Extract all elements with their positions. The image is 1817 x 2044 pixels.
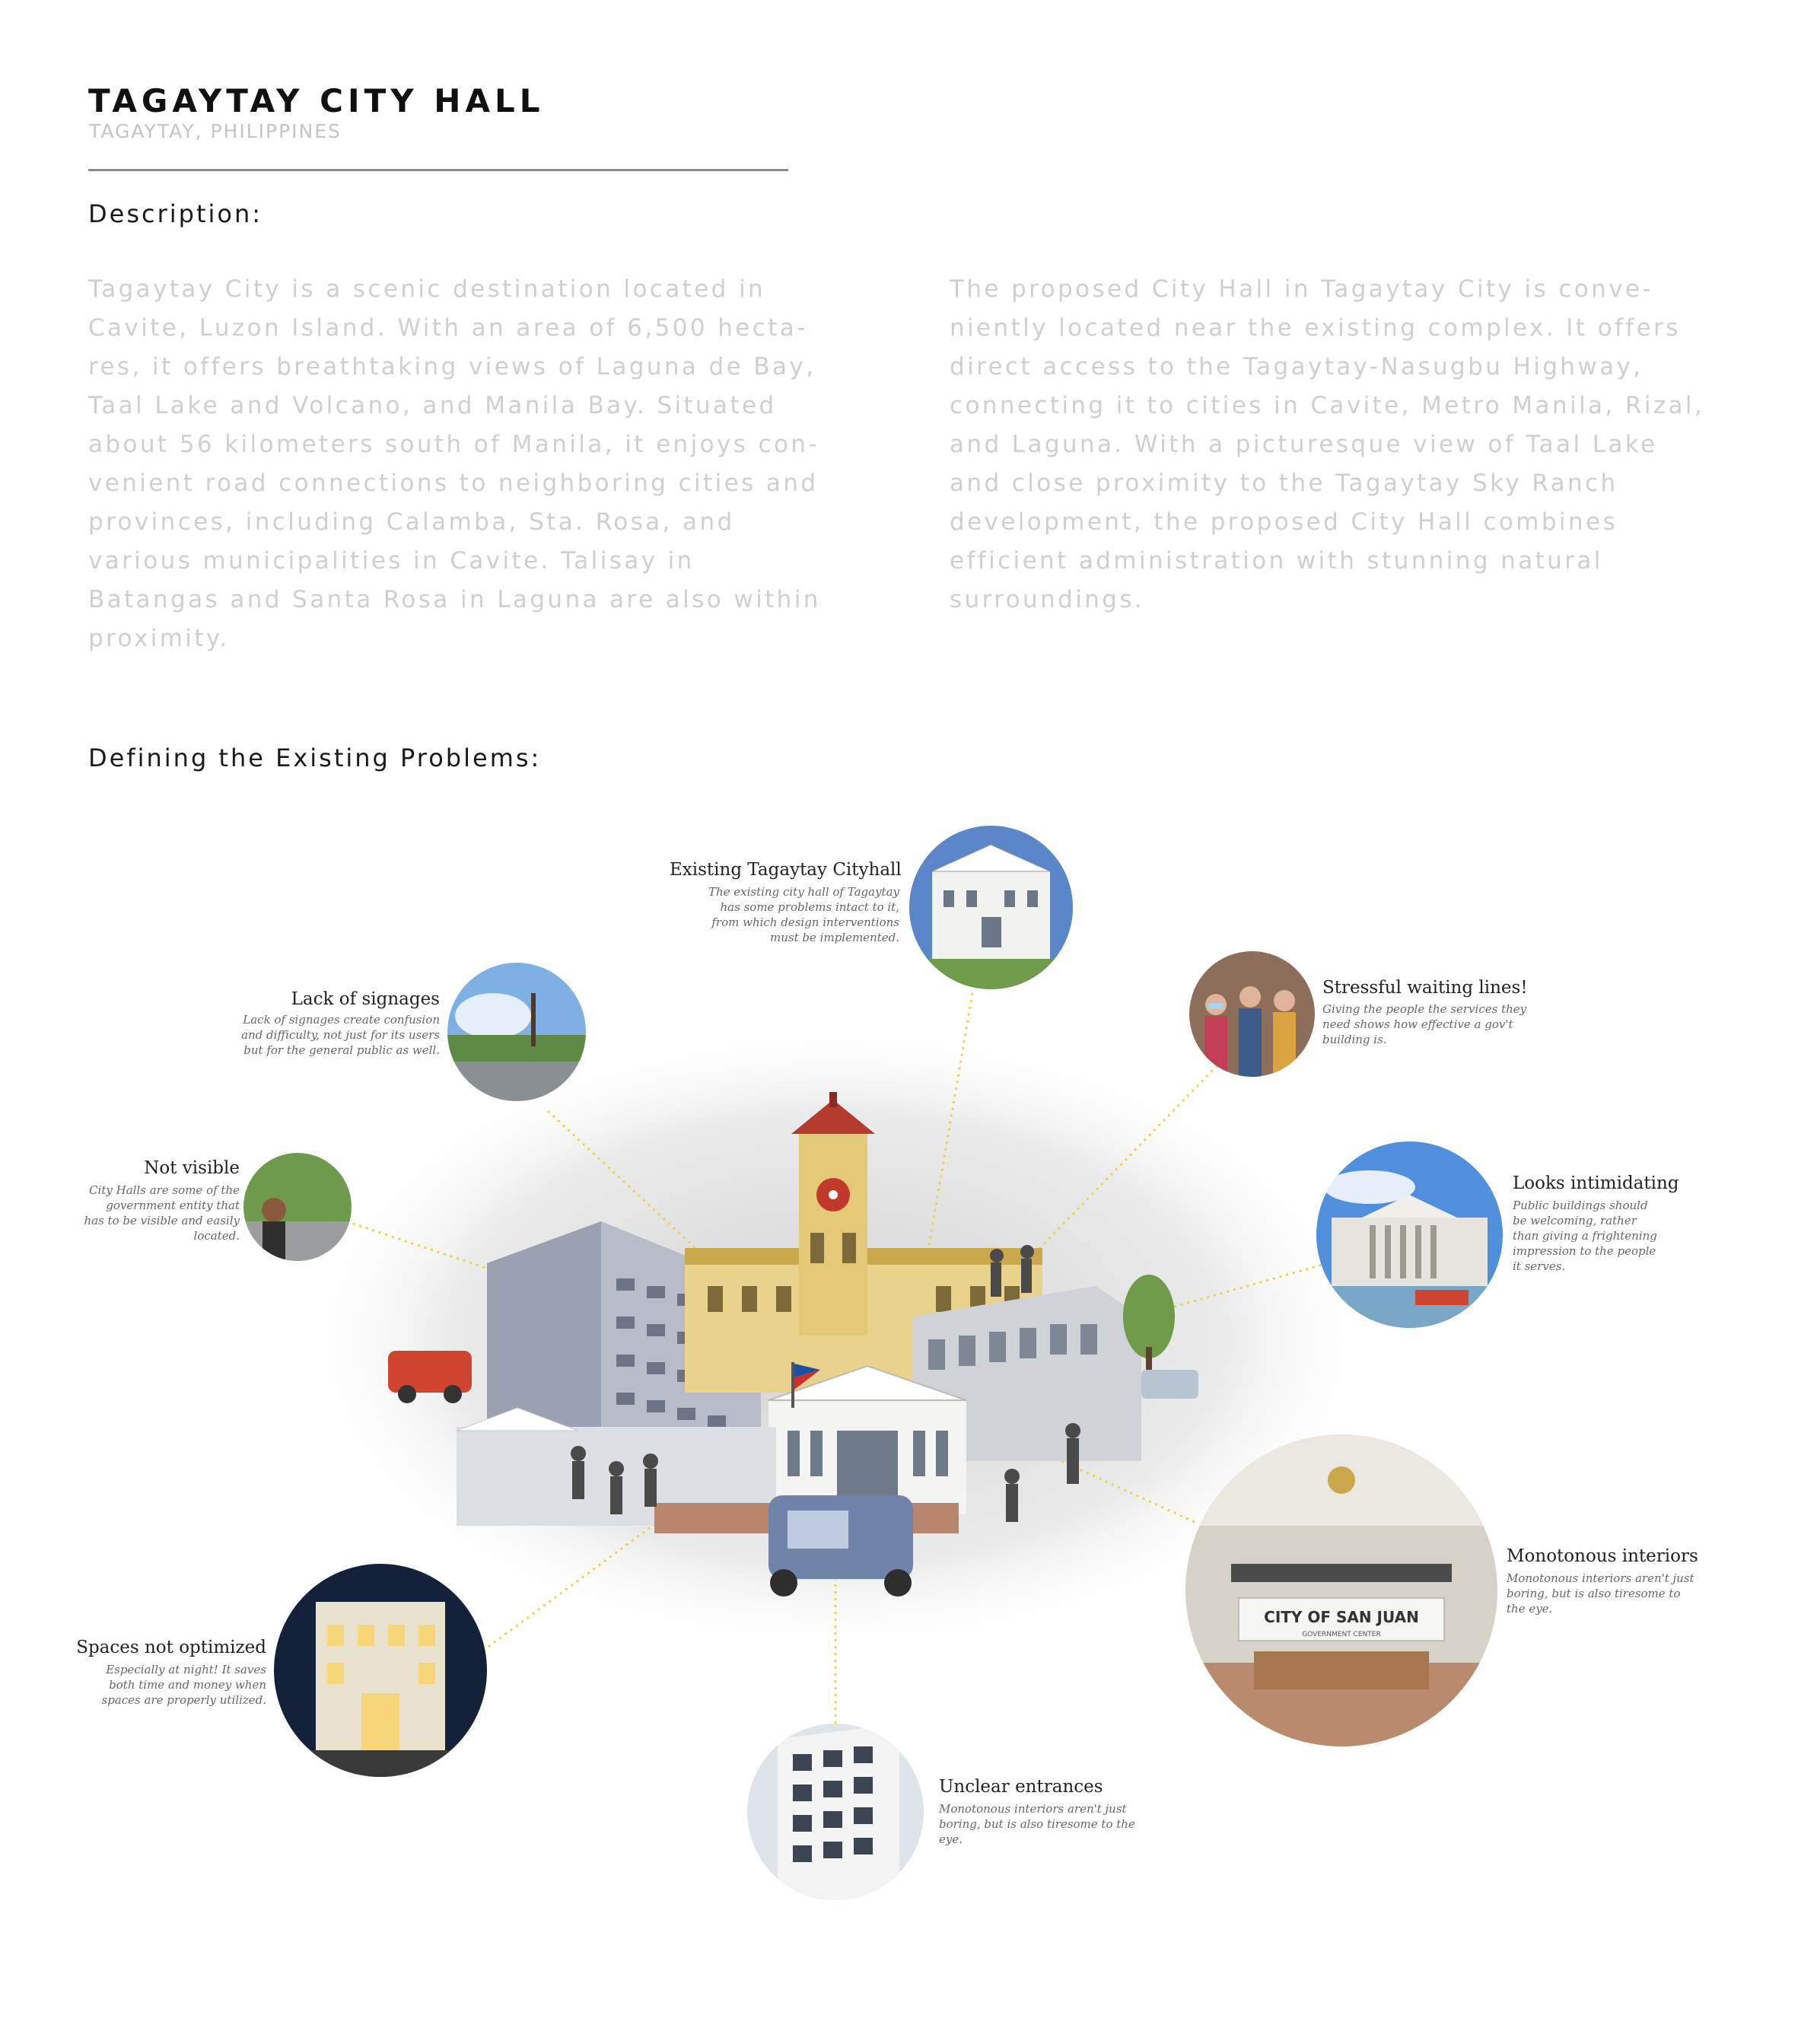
callout-title-unclear-entrances: Unclear entrances bbox=[939, 1777, 1103, 1797]
callout-title-stressful-lines: Stressful waiting lines! bbox=[1322, 978, 1528, 998]
callout-text-monotonous-interiors: Monotonous interiors aren't just boring, but is also tiresome to the eye. bbox=[1507, 1571, 1694, 1616]
callout-text-not-visible: City Halls are some of the government entity that has to be visible and easily located. bbox=[84, 1183, 240, 1243]
stressful-lines-photo bbox=[1189, 951, 1315, 1077]
collage-sign-subtext: GOVERNMENT CENTER bbox=[1302, 1631, 1381, 1638]
callout-text-spaces-not-optimized: Especially at night! It saves both time and money when spaces are properly utilized. bbox=[101, 1663, 266, 1707]
page-title: TAGAYTAY CITY HALL bbox=[88, 82, 545, 119]
looks-intimidating-photo bbox=[1316, 1141, 1503, 1328]
callout-text-unclear-entrances: Monotonous interiors aren't just boring, but is also tiresome to the eye. bbox=[939, 1802, 1135, 1846]
existing-cityhall-photo bbox=[909, 826, 1073, 989]
problems-diagram bbox=[0, 791, 1817, 1948]
callout-text-lack-of-signages: Lack of signages create confusion and difficulty, not just for its users but for the general public as well. bbox=[241, 1013, 440, 1057]
callout-text-existing-cityhall: The existing city hall of Tagaytay has some problems intact to it, from which design interventions must be implemented. bbox=[708, 885, 899, 944]
callout-title-spaces-not-optimized: Spaces not optimized bbox=[76, 1638, 266, 1657]
unclear-entrances-photo bbox=[747, 1724, 924, 1900]
description-heading: Description: bbox=[88, 199, 263, 228]
callout-title-existing-cityhall: Existing Tagaytay Cityhall bbox=[670, 860, 902, 880]
spaces-not-optimized-photo bbox=[274, 1564, 487, 1777]
header-divider bbox=[88, 169, 788, 171]
callout-title-looks-intimidating: Looks intimidating bbox=[1513, 1173, 1679, 1193]
description-column-1: Tagaytay City is a scenic destination located in Cavite, Luzon Island. With an area of 6,500 hecta-res, it offers breathtaking views of Laguna de Bay, Taal Lake and Volcano, and Manila Bay. Situated about 56 kilometers south of Manila, it enjoys con-venient road connections to neighboring cities and provinces, including Calamba, Sta. Rosa, and various municipalities in Cavite. Talisay in Batangas and Santa Rosa in Laguna are also within proximity. bbox=[88, 275, 821, 652]
callout-title-monotonous-interiors: Monotonous interiors bbox=[1507, 1546, 1698, 1566]
description-column-2: The proposed City Hall in Tagaytay City is conve-niently located near the existing complex. It offers direct access to the Tagaytay-Nasugbu Highway, connecting it to cities in Cavite, Metro Manila, Rizal, and Laguna. With a picturesque view of Taal Lake and close proximity to the Tagaytay Sky Ranch development, the proposed City Hall combines efficient administration with stunning natural surroundings. bbox=[950, 275, 1705, 613]
lack-of-signages-photo bbox=[447, 963, 586, 1101]
problems-heading: Defining the Existing Problems: bbox=[88, 743, 542, 772]
collage-sign-text: CITY OF SAN JUAN bbox=[1264, 1608, 1419, 1626]
callout-text-looks-intimidating: Public buildings should be welcoming, rather than giving a frightening impression to the people it serves. bbox=[1513, 1199, 1657, 1273]
not-visible-photo bbox=[243, 1153, 352, 1261]
callout-title-lack-of-signages: Lack of signages bbox=[291, 989, 440, 1009]
page-subtitle: TAGAYTAY, PHILIPPINES bbox=[89, 120, 342, 142]
monotonous-interiors-photo bbox=[1185, 1434, 1497, 1746]
callout-title-not-visible: Not visible bbox=[144, 1158, 240, 1178]
callout-text-stressful-lines: Giving the people the services they need shows how effective a gov't building is. bbox=[1322, 1002, 1527, 1046]
